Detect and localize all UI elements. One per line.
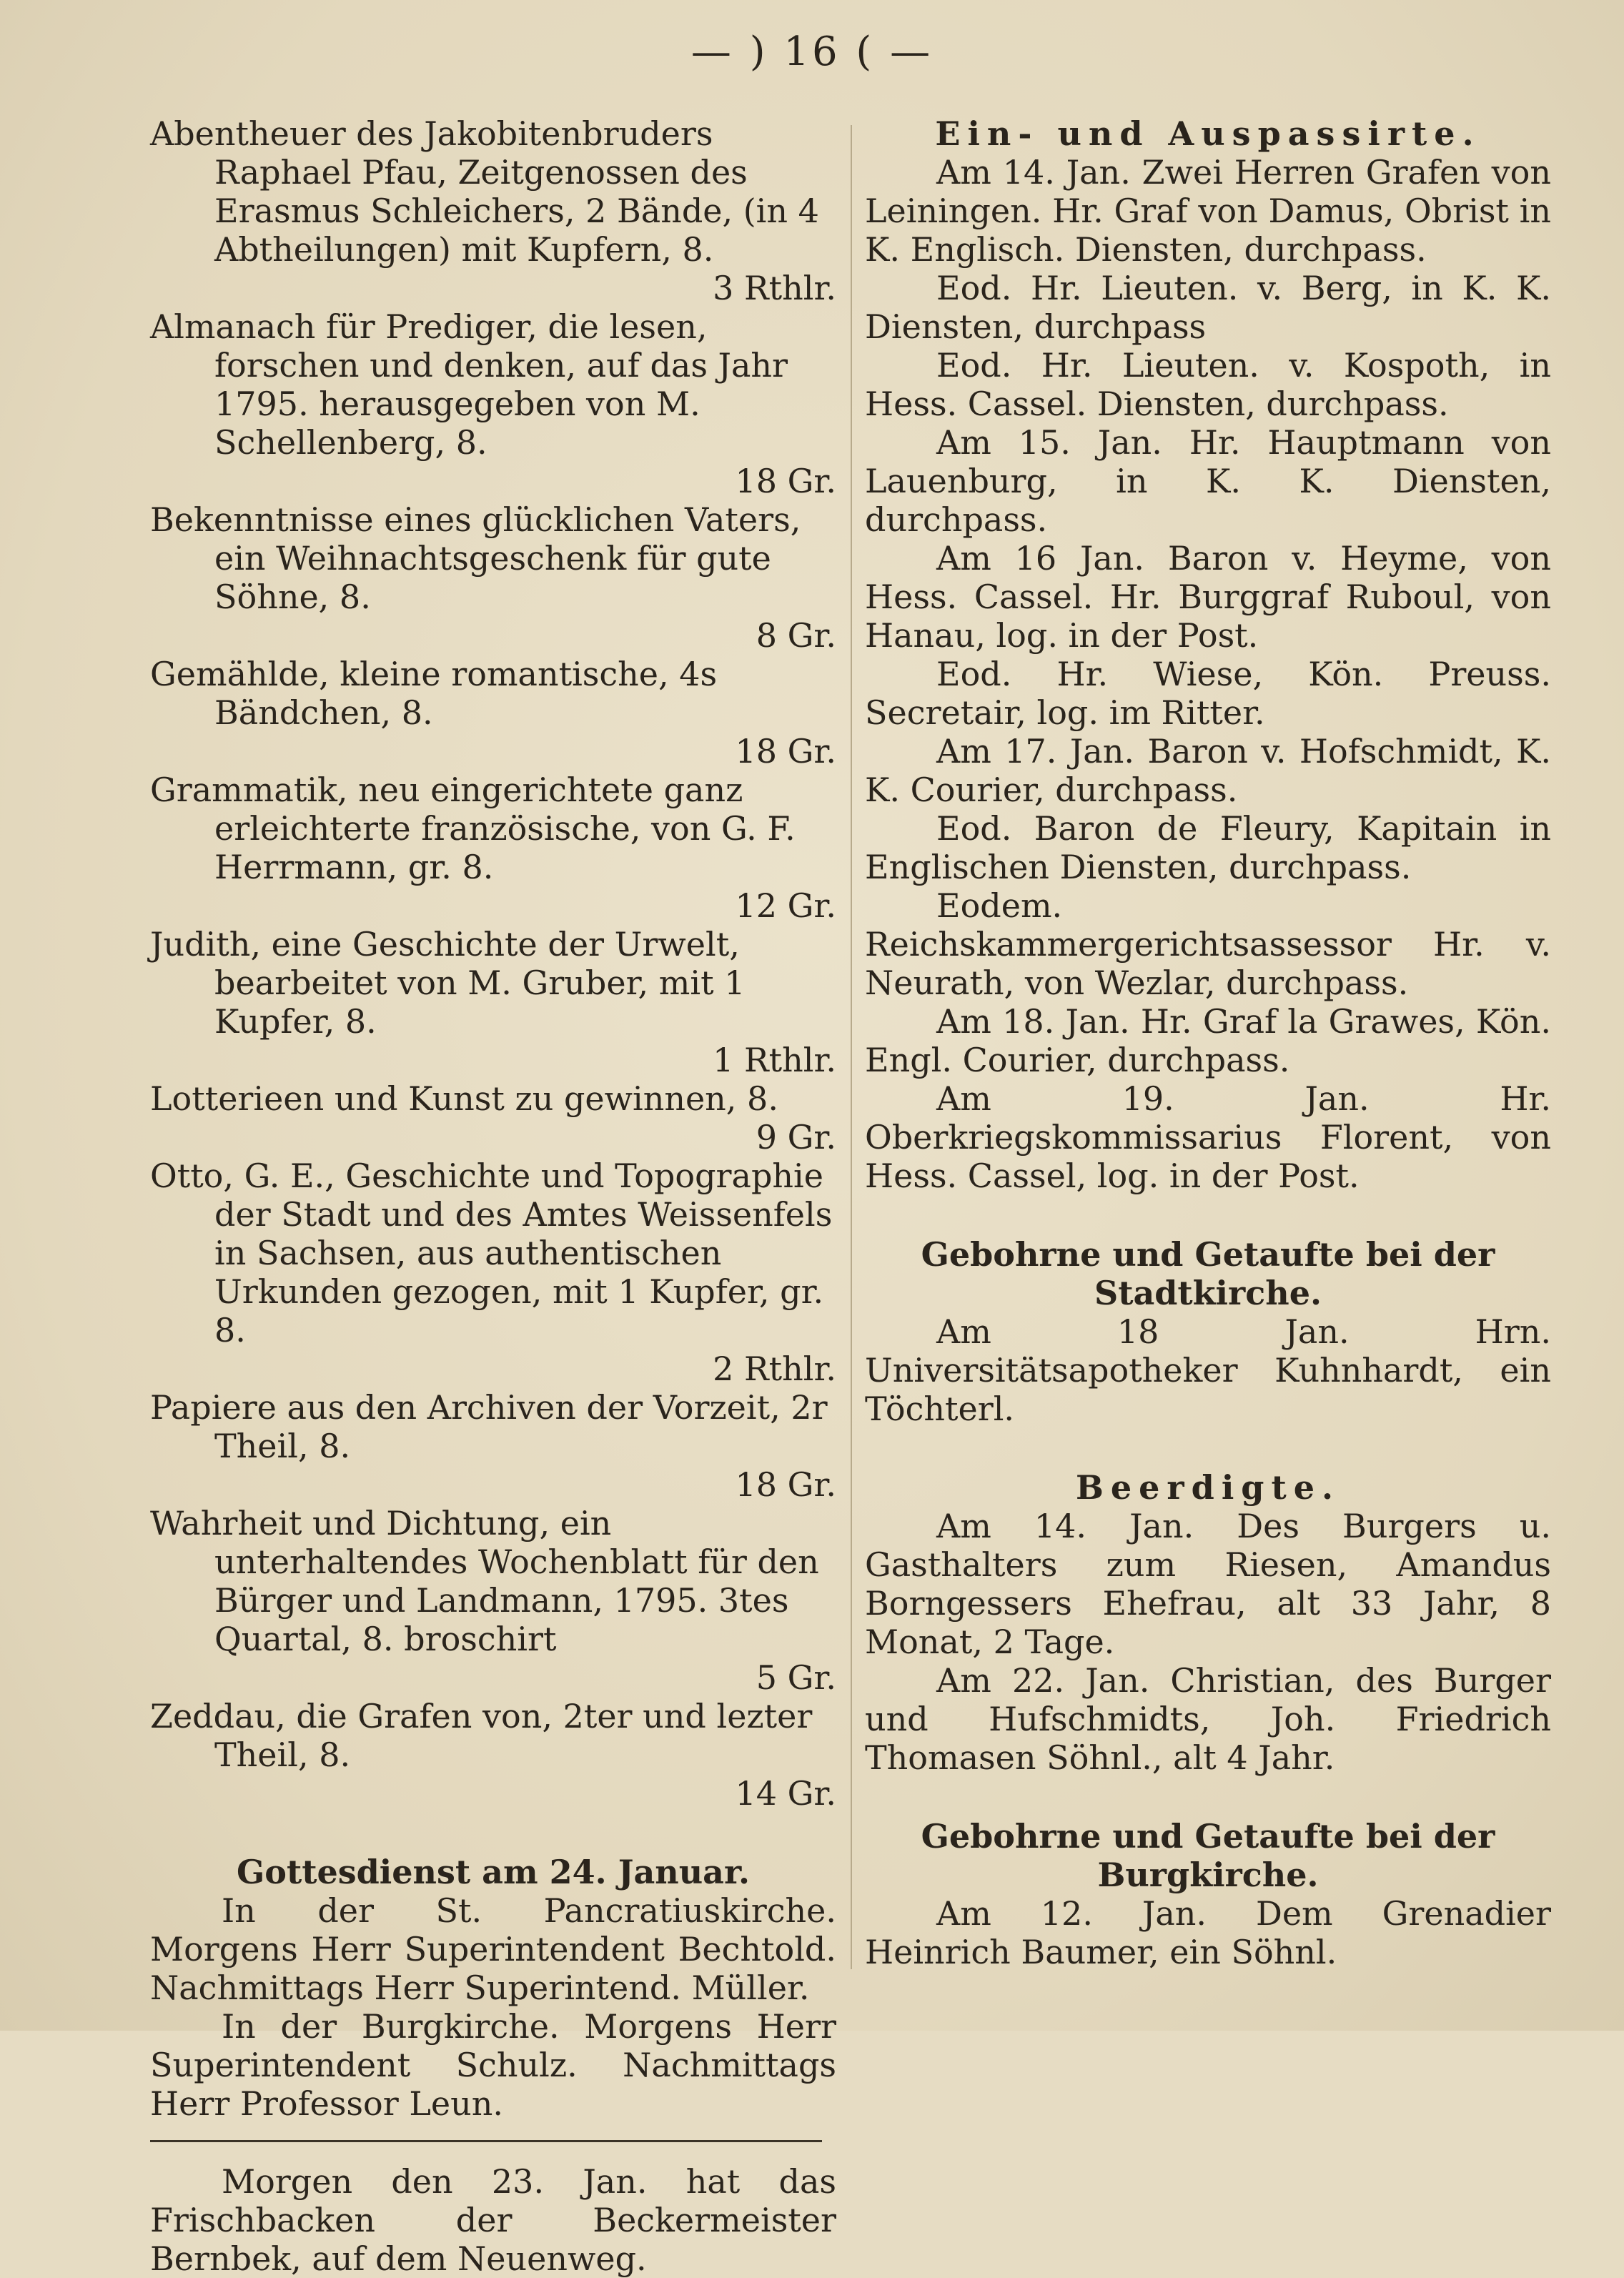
burial-entry: Am 22. Jan. Christian, des Burger und Hufschmidts, Joh. Friedrich Thomasen Söhnl., alt 4 Jahr. <box>865 1661 1551 1777</box>
book-price: 12 Gr. <box>735 886 836 925</box>
book-title: Lotterieen und Kunst zu gewinnen, 8. <box>150 1079 778 1118</box>
book-list <box>150 114 836 1813</box>
service-paragraph: In der St. Pancratiuskirche. Morgens Herr Superintendent Bechtold. Nachmittags Herr Superintend. Müller. <box>150 1891 836 2007</box>
book-entry <box>150 771 836 925</box>
traveller-entry: Eod. Hr. Lieuten. v. Berg, in K. K. Diensten, durchpass <box>865 269 1551 346</box>
spacer <box>865 1428 1551 1468</box>
book-price: 14 Gr. <box>735 1774 836 1813</box>
spacer <box>865 1195 1551 1235</box>
book-price: 18 Gr. <box>735 732 836 771</box>
book-entry <box>150 307 836 500</box>
service-heading: Gottesdienst am 24. Januar. <box>237 1853 750 1891</box>
traveller-entry: Eod. Baron de Fleury, Kapitain in Englischen Diensten, durchpass. <box>865 809 1551 886</box>
travellers-heading: Ein- und Auspassirte. <box>935 114 1481 153</box>
traveller-entry: Eod. Hr. Wiese, Kön. Preuss. Secretair, log. im Ritter. <box>865 655 1551 732</box>
birth-entry: Am 12. Jan. Dem Grenadier Heinrich Baumer, ein Söhnl. <box>865 1894 1551 1971</box>
book-title: Abentheuer des Jakobitenbruders Raphael Pfau, Zeitgenossen des Erasmus Schleichers, 2 Bände, (in 4 Abtheilungen) mit Kupfern, 8. <box>150 114 819 269</box>
book-title: Otto, G. E., Geschichte und Topographie der Stadt und des Amtes Weissenfels in Sachsen, aus authentischen Urkunden gezogen, mit 1 Kupfer, gr. 8. <box>150 1157 833 1350</box>
book-title: Judith, eine Geschichte der Urwelt, bearbeitet von M. Gruber, mit 1 Kupfer, 8. <box>150 925 746 1041</box>
book-entry <box>150 1157 836 1388</box>
burials-heading: Beerdigte. <box>1076 1468 1340 1507</box>
book-entry <box>150 1079 836 1157</box>
book-title: Gemählde, kleine romantische, 4s Bändchen, 8. <box>150 655 718 732</box>
traveller-entry: Am 14. Jan. Zwei Herren Grafen von Leiningen. Hr. Graf von Damus, Obrist in K. Englisch. Diensten, durchpass. <box>865 153 1551 269</box>
births-castle-heading: Gebohrne und Getaufte bei der Burgkirche. <box>921 1817 1495 1894</box>
book-price: 1 Rthlr. <box>713 1041 836 1079</box>
bakery-notice: Morgen den 23. Jan. hat das Frischbacken der Beckermeister Bernbek, auf dem Neuenweg. <box>150 2162 836 2278</box>
traveller-entry: Am 18. Jan. Hr. Graf la Grawes, Kön. Engl. Courier, durchpass. <box>865 1002 1551 1079</box>
book-title: Wahrheit und Dichtung, ein unterhaltendes Wochenblatt für den Bürger und Landmann, 1795. 3tes Quartal, 8. broschirt <box>150 1504 819 1658</box>
book-entry <box>150 1388 836 1504</box>
page-header: — ) 16 ( — <box>690 29 934 75</box>
traveller-entry: Am 15. Jan. Hr. Hauptmann von Lauenburg, in K. K. Diensten, durchpass. <box>865 423 1551 539</box>
book-entry <box>150 1504 836 1697</box>
book-price: 9 Gr. <box>756 1118 836 1157</box>
burial-entry: Am 14. Jan. Des Burgers u. Gasthalters zum Riesen, Amandus Borngessers Ehefrau, alt 33 Jahr, 8 Monat, 2 Tage. <box>865 1507 1551 1661</box>
traveller-entry: Eod. Hr. Lieuten. v. Kospoth, in Hess. Cassel. Diensten, durchpass. <box>865 346 1551 423</box>
book-entry <box>150 114 836 307</box>
book-entry <box>150 925 836 1079</box>
book-entry <box>150 655 836 771</box>
book-title: Grammatik, neu eingerichtete ganz erleichterte französische, von G. F. Herrmann, gr. 8. <box>150 771 796 886</box>
book-price: 3 Rthlr. <box>713 269 836 307</box>
section-rule <box>150 2140 822 2142</box>
right-column <box>865 114 1551 1971</box>
book-title: Zeddau, die Grafen von, 2ter und lezter Theil, 8. <box>150 1697 813 1774</box>
left-column <box>150 114 836 2278</box>
traveller-entry: Am 17. Jan. Baron v. Hofschmidt, K. K. Courier, durchpass. <box>865 732 1551 809</box>
book-title: Papiere aus den Archiven der Vorzeit, 2r Theil, 8. <box>150 1388 828 1465</box>
book-price: 2 Rthlr. <box>713 1350 836 1388</box>
births-city-heading: Gebohrne und Getaufte bei der Stadtkirche. <box>921 1235 1495 1312</box>
column-divider <box>851 125 852 1969</box>
spacer <box>150 1813 836 1853</box>
traveller-entry: Eodem. Reichskammergerichtsassessor Hr. v. Neurath, von Wezlar, durchpass. <box>865 886 1551 1002</box>
book-entry <box>150 1697 836 1813</box>
book-price: 5 Gr. <box>756 1658 836 1697</box>
traveller-entry: Am 16 Jan. Baron v. Heyme, von Hess. Cassel. Hr. Burggraf Ruboul, von Hanau, log. in der Post. <box>865 539 1551 655</box>
book-price: 8 Gr. <box>756 616 836 655</box>
book-entry <box>150 500 836 655</box>
book-price: 18 Gr. <box>735 1465 836 1504</box>
birth-entry: Am 18 Jan. Hrn. Universitätsapotheker Kuhnhardt, ein Töchterl. <box>865 1312 1551 1428</box>
traveller-entry: Am 19. Jan. Hr. Oberkriegskommissarius Florent, von Hess. Cassel, log. in der Post. <box>865 1079 1551 1195</box>
book-title: Almanach für Prediger, die lesen, forschen und denken, auf das Jahr 1795. herausgegeben von M. Schellenberg, 8. <box>150 307 788 462</box>
service-paragraph: In der Burgkirche. Morgens Herr Superintendent Schulz. Nachmittags Herr Professor Leun. <box>150 2007 836 2123</box>
book-price: 18 Gr. <box>735 462 836 500</box>
spacer <box>865 1777 1551 1817</box>
book-title: Bekenntnisse eines glücklichen Vaters, ein Weihnachtsgeschenk für gute Söhne, 8. <box>150 500 801 616</box>
